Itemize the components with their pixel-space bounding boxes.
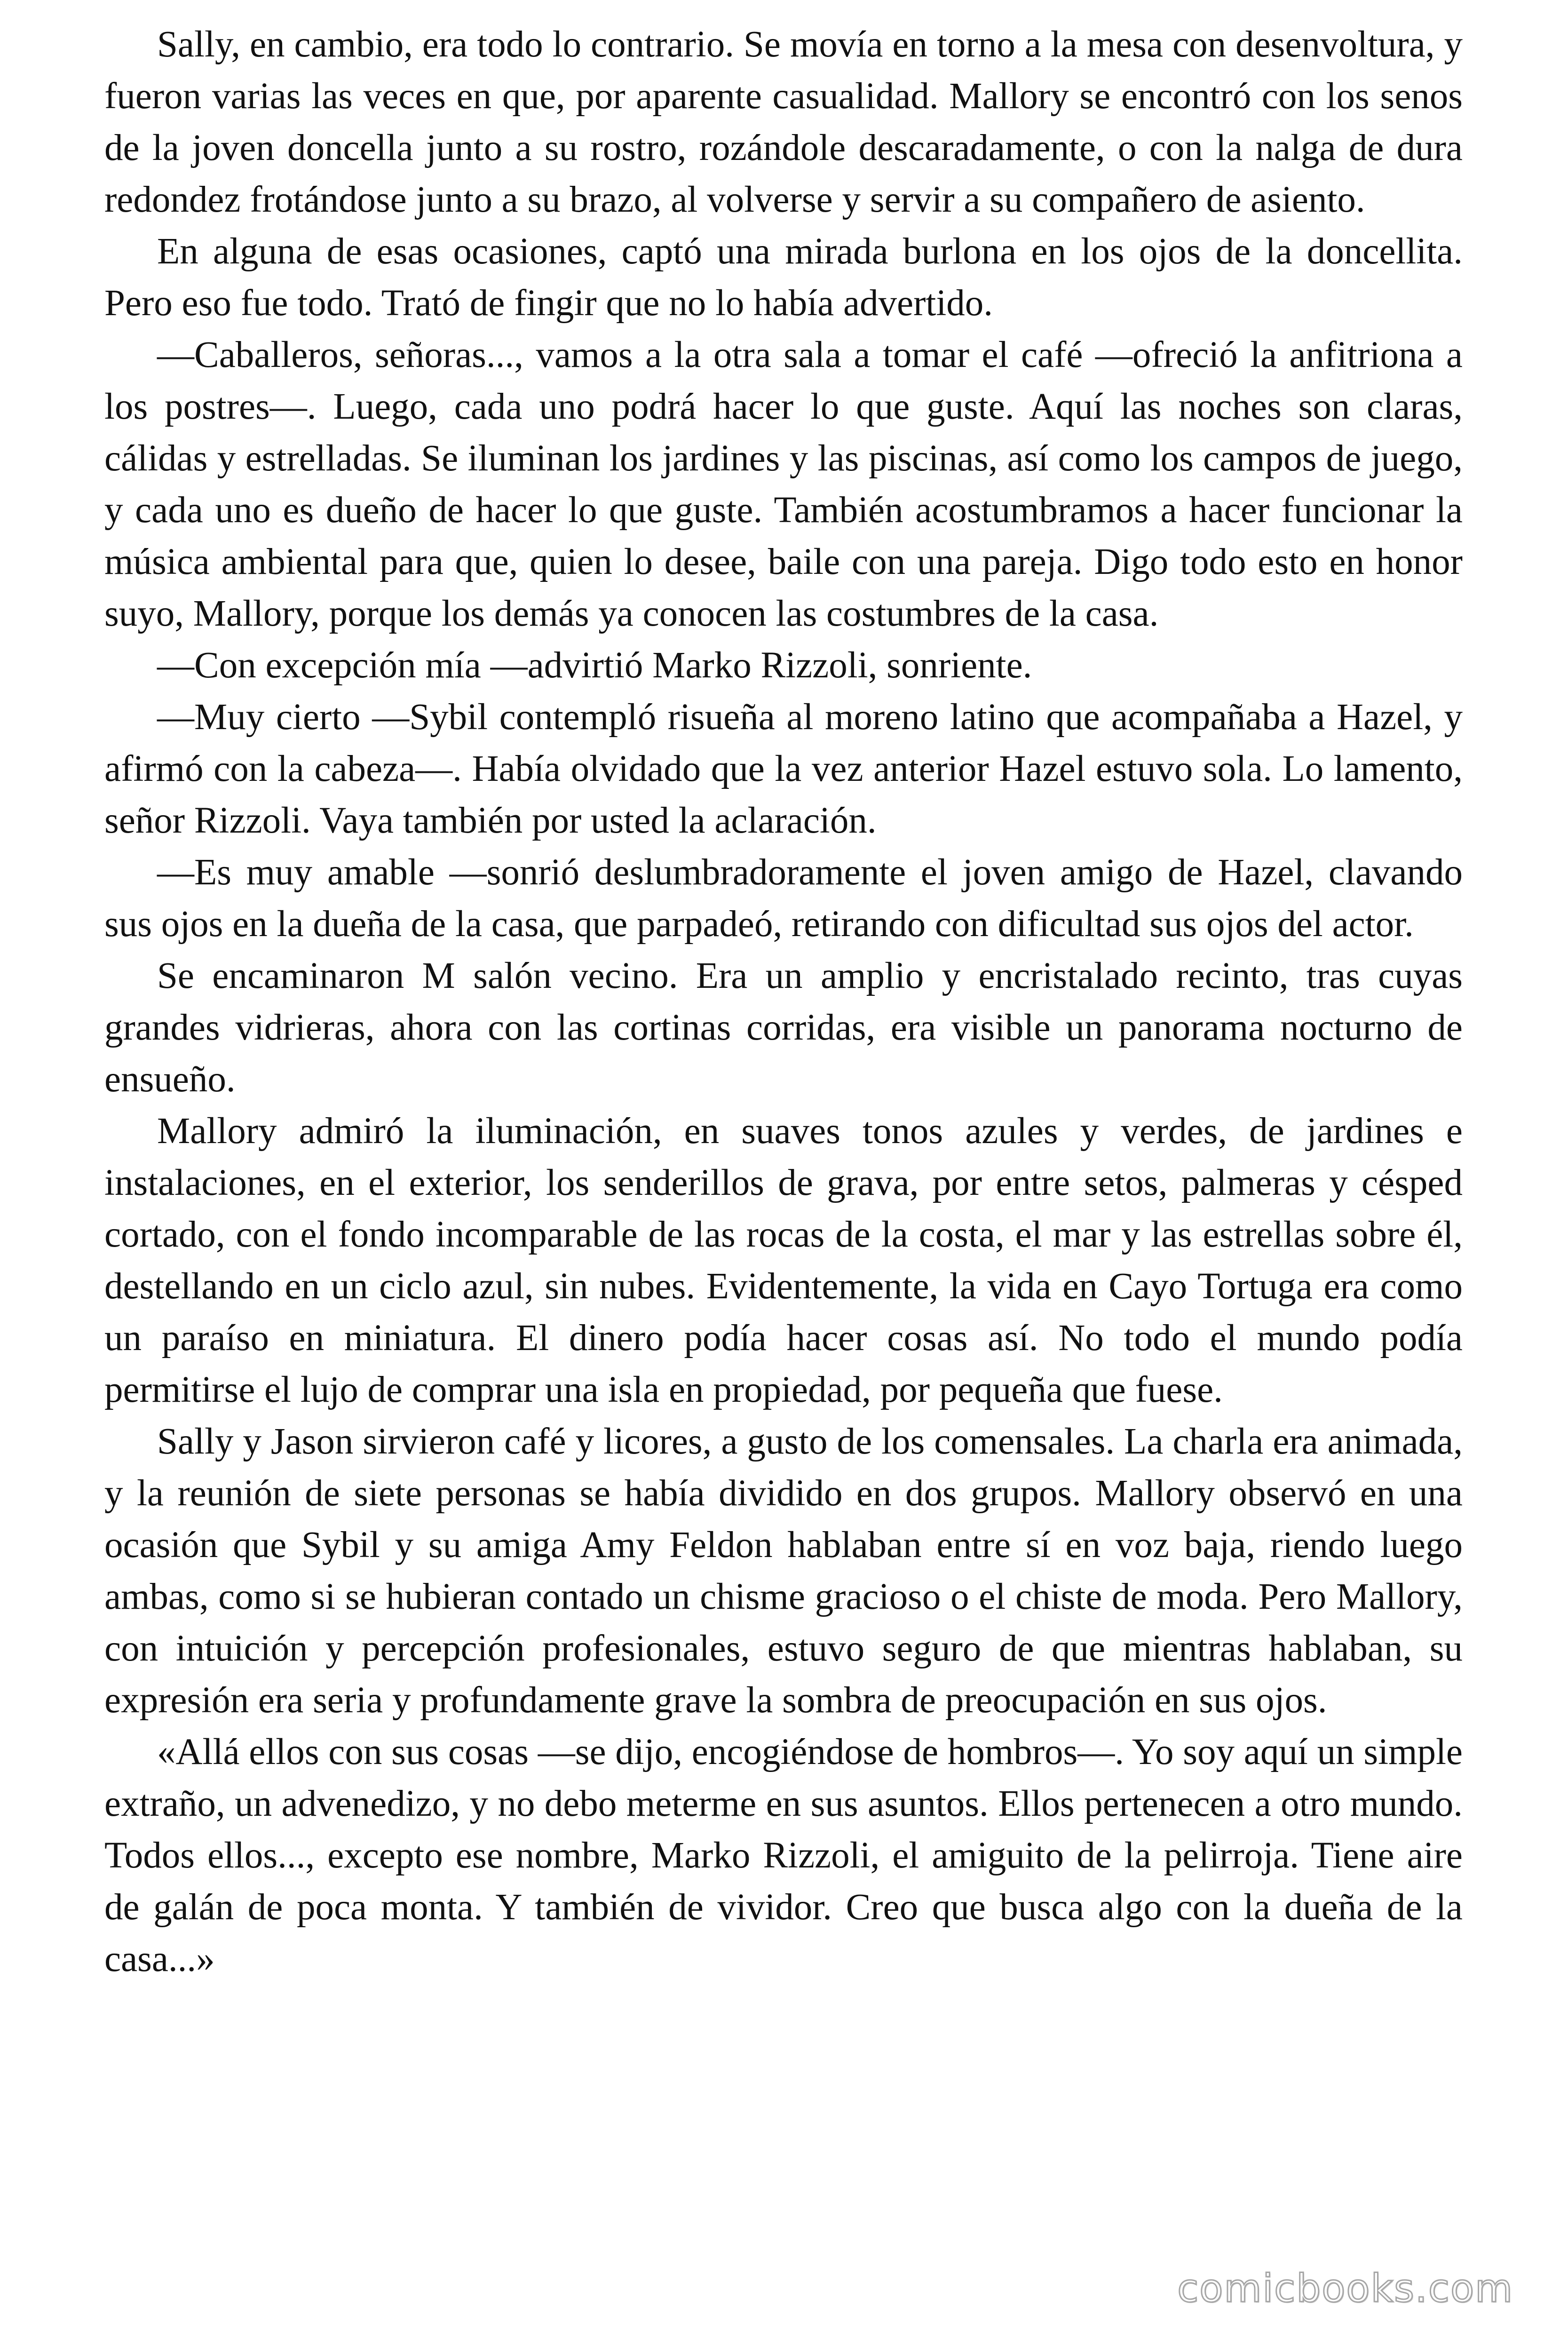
paragraph-8: Mallory admiró la iluminación, en suaves tonos azules y verdes, de jardines e instalaciones, en el exterior, los senderillos de grava, por entre setos, palmeras y césped cortado, con el fondo incomparable de las rocas de la costa, el mar y las estrellas sobre él, destellando en un ciclo azul, sin nubes. Evidentemente, la vida en Cayo Tortuga era como un paraíso en miniatura. El dinero podía hacer cosas así. No todo el mundo podía permitirse el lujo de comprar una isla en propiedad, por pequeña que fuese.	[104, 1111, 1463, 1410]
paragraph-1: Sally, en cambio, era todo lo contrario. Se movía en torno a la mesa con desenvoltura, y fueron varias las veces en que, por aparente casualidad. Mallory se encontró con los senos de la joven doncella junto a su rostro, rozándole descaradamente, o con la nalga de dura redondez frotándose junto a su brazo, al volverse y servir a su compañero de asiento.	[104, 24, 1463, 220]
paragraph-7: Se encaminaron M salón vecino. Era un amplio y encristalado recinto, tras cuyas grandes vidrieras, ahora con las cortinas corridas, era visible un panorama nocturno de ensueño.	[104, 955, 1463, 1100]
watermark: comicbooks.com	[1177, 2266, 1513, 2311]
book-page	[104, 19, 1463, 1985]
paragraph-5: —Muy cierto —Sybil contempló risueña al moreno latino que acompañaba a Hazel, y afirmó con la cabeza—. Había olvidado que la vez anterior Hazel estuvo sola. Lo lamento, señor Rizzoli. Vaya también por usted la aclaración.	[104, 697, 1463, 841]
paragraph-9: Sally y Jason sirvieron café y licores, a gusto de los comensales. La charla era animada, y la reunión de siete personas se había dividido en dos grupos. Mallory observó en una ocasión que Sybil y su amiga Amy Feldon hablaban entre sí en voz baja, riendo luego ambas, como si se hubieran contado un chisme gracioso o el chiste de moda. Pero Mallory, con intuición y percepción profesionales, estuvo seguro de que mientras hablaban, su expresión era seria y profundamente grave la sombra de preocupación en sus ojos.	[104, 1421, 1463, 1721]
paragraph-6: —Es muy amable —sonrió deslumbradoramente el joven amigo de Hazel, clavando sus ojos en la dueña de la casa, que parpadeó, retirando con dificultad sus ojos del actor.	[104, 852, 1463, 945]
paragraph-2: En alguna de esas ocasiones, captó una mirada burlona en los ojos de la doncellita. Pero eso fue todo. Trató de fingir que no lo había advertido.	[104, 231, 1463, 324]
paragraph-3: —Caballeros, señoras..., vamos a la otra sala a tomar el café —ofreció la anfitriona a los postres—. Luego, cada uno podrá hacer lo que guste. Aquí las noches son claras, cálidas y estrelladas. Se iluminan los jardines y las piscinas, así como los campos de juego, y cada uno es dueño de hacer lo que guste. También acostumbramos a hacer funcionar la música ambiental para que, quien lo desee, baile con una pareja. Digo todo esto en honor suyo, Mallory, porque los demás ya conocen las costumbres de la casa.	[104, 334, 1463, 634]
paragraph-4: —Con excepción mía —advirtió Marko Rizzoli, sonriente.	[157, 645, 1032, 686]
paragraph-10: «Allá ellos con sus cosas —se dijo, encogiéndose de hombros—. Yo soy aquí un simple extraño, un advenedizo, y no debo meterme en sus asuntos. Ellos pertenecen a otro mundo. Todos ellos..., excepto ese nombre, Marko Rizzoli, el amiguito de la pelirroja. Tiene aire de galán de poca monta. Y también de vividor. Creo que busca algo con la dueña de la casa...»	[104, 1732, 1463, 1979]
